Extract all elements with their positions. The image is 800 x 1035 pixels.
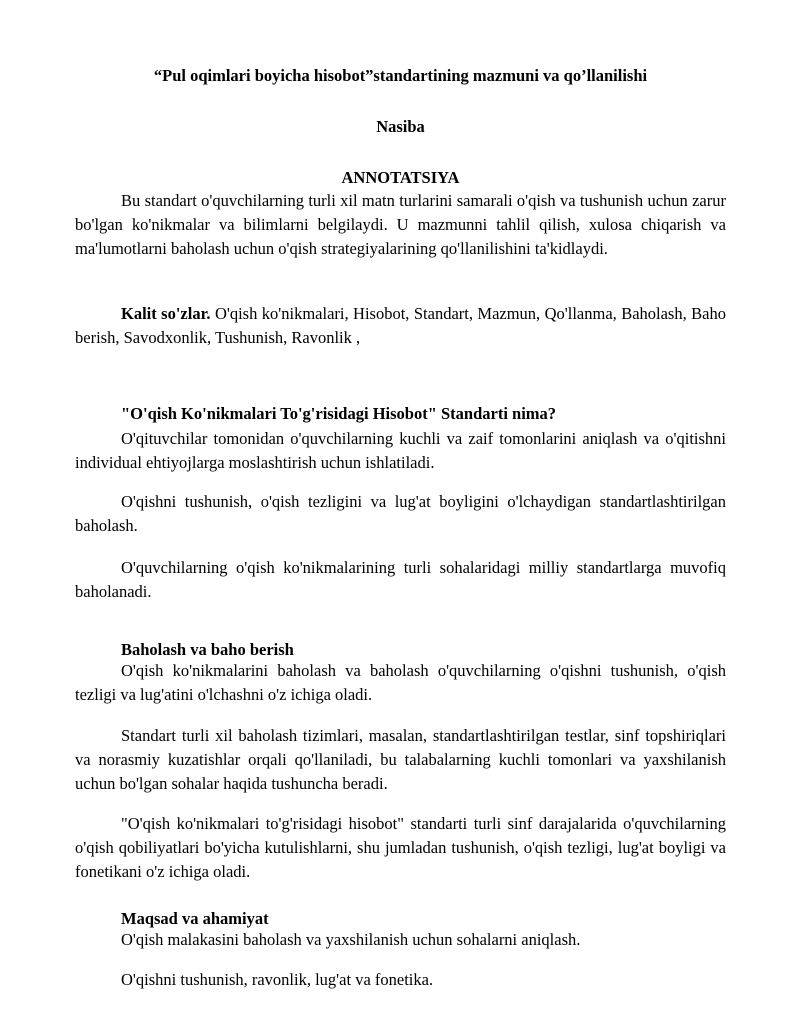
section3-paragraph-2: O'qishni tushunish, ravonlik, lug'at va fonetika. <box>121 970 434 989</box>
annotation-heading: ANNOTATSIYA <box>341 168 460 187</box>
keywords-text: O'qish ko'nikmalari, Hisobot, Standart, Mazmun, Qo'llanma, Baholash, Baho berish, Savodxonlik, Tushunish, Ravonlik , <box>75 304 726 347</box>
section2-paragraph-1: O'qish ko'nikmalarini baholash va baholash o'quvchilarning o'qishni tushunish, o'qish tezligi va lug'atini o'lchashni o'z ichiga oladi. <box>75 661 726 704</box>
section1-paragraph-1: O'qituvchilar tomonidan o'quvchilarning kuchli va zaif tomonlarini aniqlash va o'qitishni individual ehtiyojlarga moslashtirish uchun ishlatiladi. <box>75 429 726 472</box>
section3-heading: Maqsad va ahamiyat <box>121 909 269 928</box>
keywords-label: Kalit so'zlar. <box>121 304 211 323</box>
annotation-paragraph: Bu standart o'quvchilarning turli xil matn turlarini samarali o'qish va tushunish uchun zarur bo'lgan ko'nikmalar va bilimlarni belgilaydi. U mazmunni tahlil qilish, xulosa chiqarish va ma'lumotlarni baholash uchun o'qish strategiyalarining qo'llanilishini ta'kidlaydi. <box>75 191 726 258</box>
section3-paragraph-1: O'qish malakasini baholash va yaxshilanish uchun sohalarni aniqlash. <box>121 930 581 949</box>
keywords-paragraph <box>75 302 726 350</box>
section1-paragraph-2: O'qishni tushunish, o'qish tezligini va lug'at boyligini o'lchaydigan standartlashtirilgan baholash. <box>75 492 726 535</box>
section2-heading: Baholash va baho berish <box>121 640 294 659</box>
section1-heading: "O'qish Ko'nikmalari To'g'risidagi Hisobot" Standarti nima? <box>121 404 557 423</box>
section2-paragraph-3: "O'qish ko'nikmalari to'g'risidagi hisobot" standarti turli sinf darajalarida o'quvchilarning o'qish qobiliyatlari bo'yicha kutulishlarni, shu jumladan tushunish, o'qish tezligi, lug'at boyligi va fonetikani o'z ichiga oladi. <box>75 814 726 881</box>
section1-paragraph-3: O'quvchilarning o'qish ko'nikmalarining turli sohalaridagi milliy standartlarga muvofiq baholanadi. <box>75 558 726 601</box>
author-name: Nasiba <box>376 117 425 136</box>
document-title: “Pul oqimlari boyicha hisobot”standartining mazmuni va qo’llanilishi <box>153 66 648 85</box>
section2-paragraph-2: Standart turli xil baholash tizimlari, masalan, standartlashtirilgan testlar, sinf topshiriqlari va norasmiy kuzatishlar orqali qo'llaniladi, bu talabalarning kuchli tomonlari va yaxshilanish uchun bo'lgan sohalar haqida tushuncha beradi. <box>75 726 726 793</box>
